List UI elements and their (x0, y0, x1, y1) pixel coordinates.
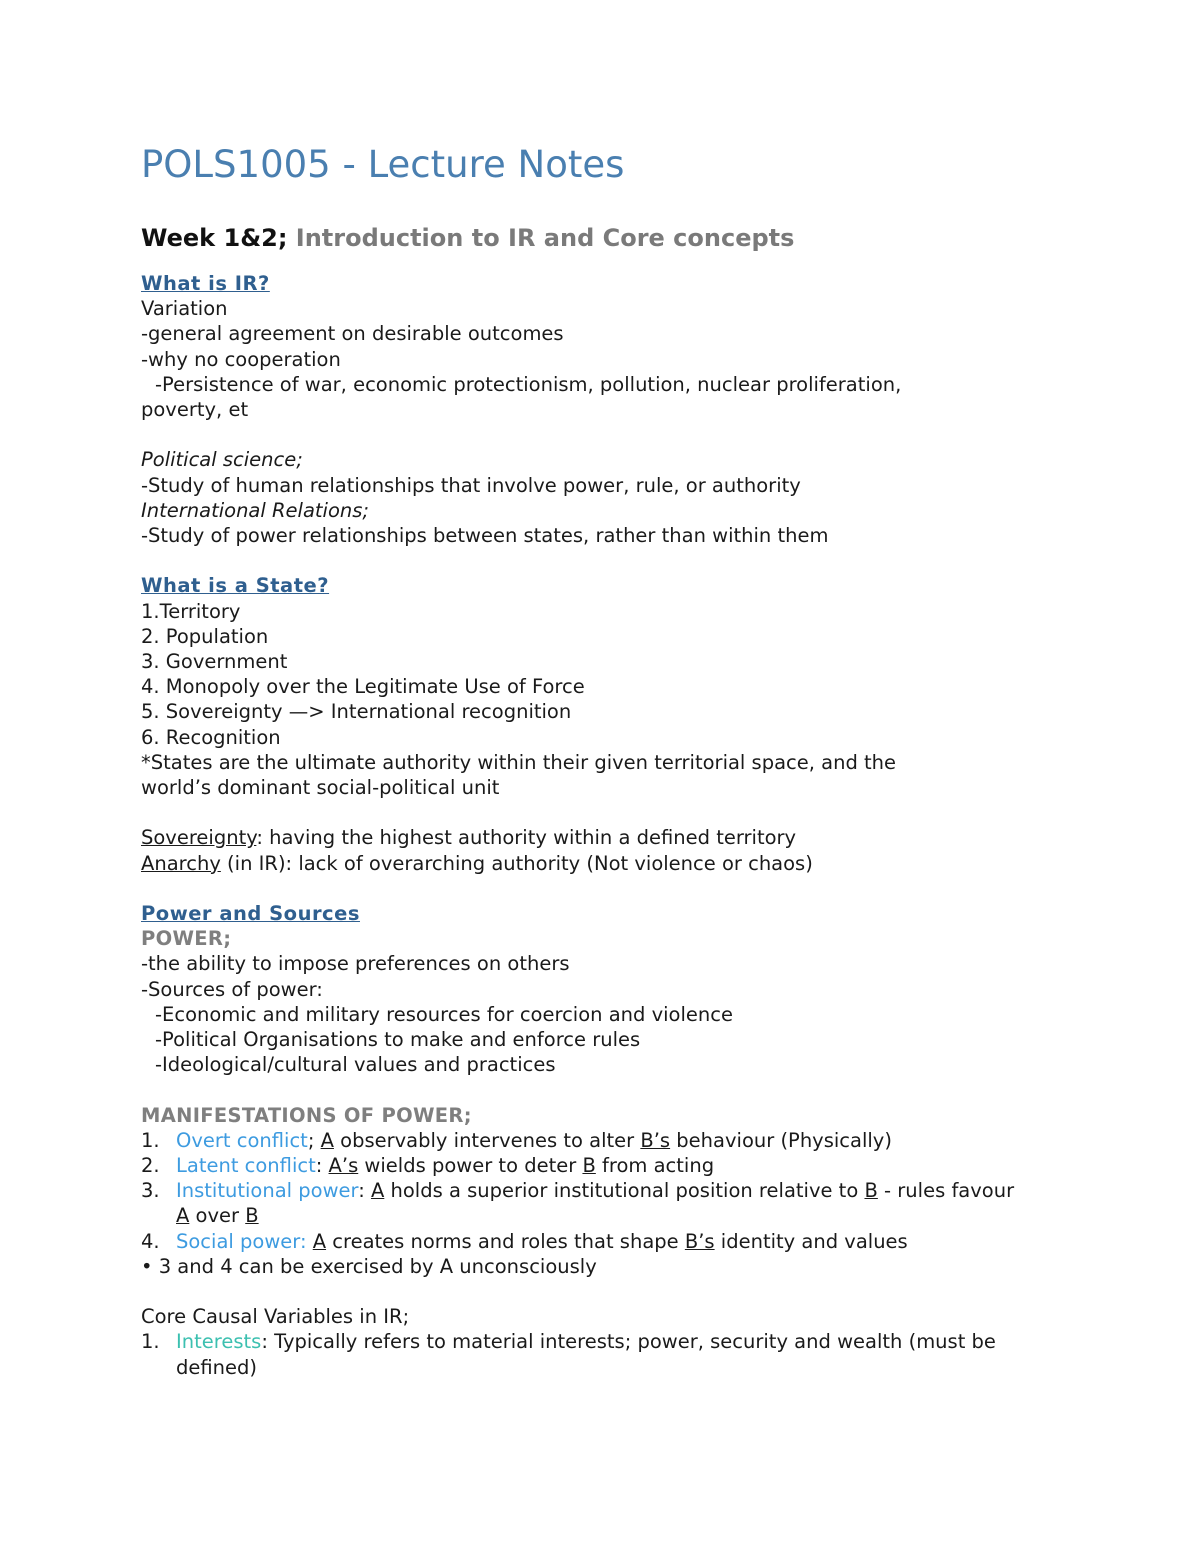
section-heading-what-is-a-state: What is a State? (141, 574, 330, 598)
document-page (141, 138, 1061, 1380)
text-line: *States are the ultimate authority within their given territorial space, and the (141, 750, 897, 774)
text-line: Variation (141, 297, 228, 321)
source-item: -Ideological/cultural values and practices (155, 1053, 556, 1077)
section-heading-what-is-ir: What is IR? (141, 272, 270, 295)
term-institutional-power: Institutional power (176, 1179, 359, 1203)
term-social-power: Social power: (176, 1229, 307, 1253)
political-science-label: Political science; (141, 448, 303, 472)
section-heading-power-and-sources: Power and Sources (141, 902, 360, 926)
manifestations-heading: MANIFESTATIONS OF POWER; (141, 1103, 472, 1127)
page-title: POLS1005 - Lecture Notes (141, 143, 625, 186)
core-causal-variables-heading: Core Causal Variables in IR; (141, 1305, 410, 1329)
manifestation-item: 2. Latent conflict: A’s wields power to deter B from acting (141, 1154, 715, 1178)
text-line: -Persistence of war, economic protectionism, pollution, nuclear proliferation, (155, 372, 902, 396)
week-topic: Introduction to IR and Core concepts (295, 224, 795, 252)
list-item: 3. Government (141, 650, 288, 674)
term-interests: Interests (176, 1330, 262, 1354)
international-relations-label: International Relations; (141, 498, 369, 522)
text-line: -Study of human relationships that involve power, rule, or authority (141, 473, 801, 497)
text-line: -Study of power relationships between states, rather than within them (141, 524, 829, 548)
power-label: POWER; (141, 927, 232, 951)
list-item: 5. Sovereignty —> International recognition (141, 700, 572, 724)
list-item: 2. Population (141, 624, 269, 648)
sovereignty-definition: Sovereignty: having the highest authority within a defined territory (141, 826, 797, 850)
anarchy-definition: Anarchy (in IR): lack of overarching authority (Not violence or chaos) (141, 851, 813, 875)
causal-variable-item: 1. Interests: Typically refers to material interests; power, security and wealth (must be defined) (141, 1330, 996, 1379)
text-line: -general agreement on desirable outcomes (141, 322, 564, 346)
sovereignty-term: Sovereignty (141, 826, 257, 850)
text-line: poverty, et (141, 398, 249, 422)
list-item: 6. Recognition (141, 725, 281, 749)
list-item: 4. Monopoly over the Legitimate Use of Force (141, 675, 585, 699)
text-line: -Sources of power: (141, 977, 323, 1001)
list-item: 1.Territory (141, 599, 241, 623)
text-line: world’s dominant social-political unit (141, 776, 500, 800)
manifestation-item: 4. Social power: A creates norms and roles that shape B’s identity and values (141, 1229, 908, 1253)
manifestation-item: 3. Institutional power: A holds a superior institutional position relative to B - rules favour A over B (141, 1179, 1015, 1228)
term-latent-conflict: Latent conflict (176, 1154, 316, 1178)
week-label: Week 1&2; (141, 224, 288, 252)
bullet-note: • 3 and 4 can be exercised by A unconsciously (141, 1254, 597, 1278)
manifestation-item: 1. Overt conflict; A observably intervenes to alter B’s behaviour (Physically) (141, 1128, 892, 1152)
week-heading (141, 220, 1061, 256)
source-item: -Economic and military resources for coercion and violence (155, 1002, 733, 1026)
text-line: -the ability to impose preferences on others (141, 952, 570, 976)
term-overt-conflict: Overt conflict (176, 1128, 308, 1152)
anarchy-term: Anarchy (141, 851, 221, 875)
source-item: -Political Organisations to make and enforce rules (155, 1028, 641, 1052)
text-line: -why no cooperation (141, 347, 341, 371)
